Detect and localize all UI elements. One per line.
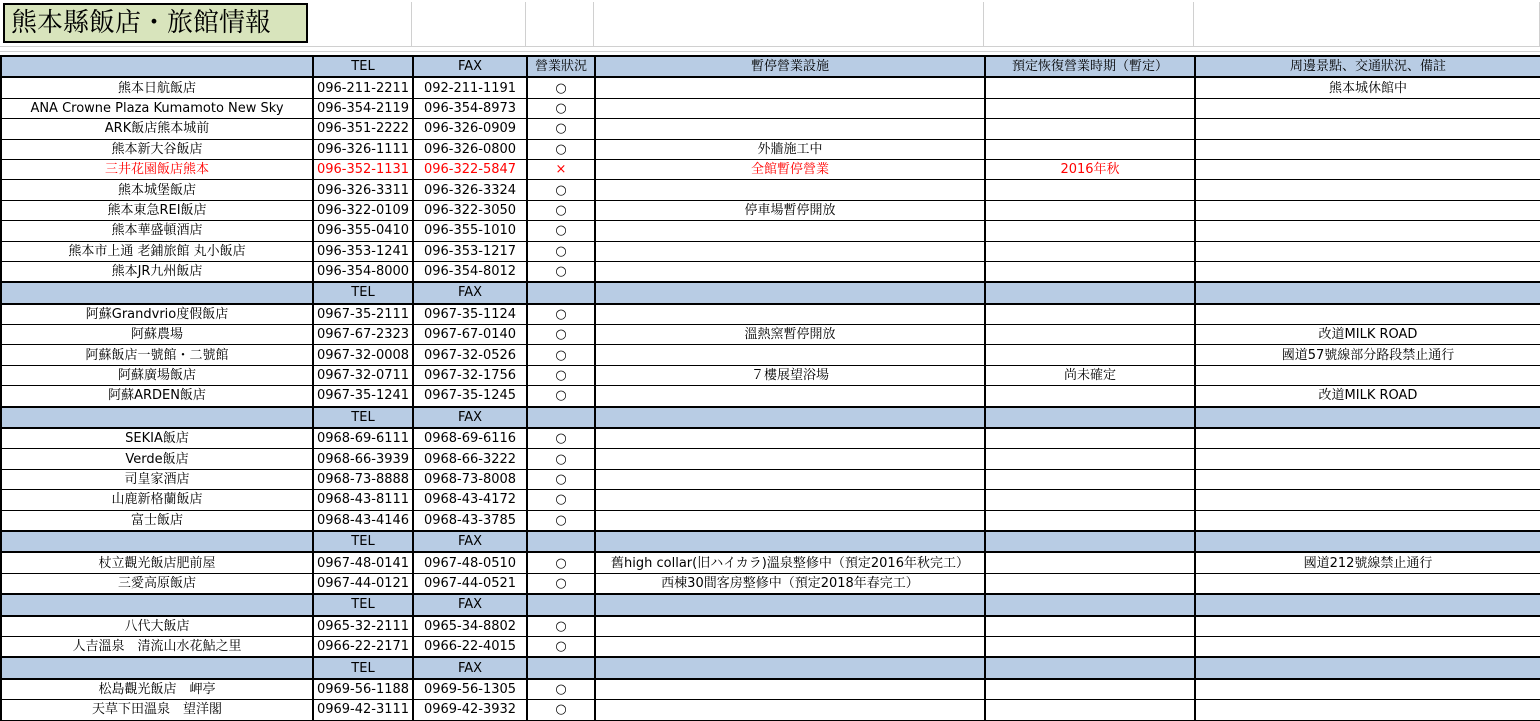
status-cell[interactable]: × (527, 159, 595, 179)
hotel-row (1, 469, 1540, 489)
reopen-cell[interactable] (985, 407, 1195, 428)
fax-cell[interactable]: 0965-34-8802 (413, 616, 527, 637)
facility-cell[interactable] (595, 679, 985, 700)
hotel-row (1, 98, 1540, 118)
status-cell[interactable]: ○ (527, 469, 595, 489)
hotel-name-cell[interactable]: 熊本新大谷飯店 (1, 139, 313, 159)
top-cell[interactable] (594, 2, 984, 46)
hotel-row (1, 345, 1540, 365)
reopen-cell[interactable] (985, 531, 1195, 552)
hotel-row (1, 386, 1540, 407)
hotel-row (1, 77, 1540, 98)
notes-cell[interactable] (1195, 221, 1540, 241)
facility-cell[interactable] (595, 386, 985, 407)
hotel-name-cell[interactable]: 阿蘇廣場飯店 (1, 365, 313, 385)
hotel-name-cell[interactable]: ANA Crowne Plaza Kumamoto New Sky (1, 98, 313, 118)
fax-cell[interactable]: FAX (413, 594, 527, 615)
status-cell[interactable] (527, 657, 595, 678)
reopen-cell[interactable] (985, 345, 1195, 365)
status-cell[interactable]: ○ (527, 490, 595, 510)
hotel-name-cell[interactable]: 松島觀光飯店 岬亭 (1, 679, 313, 700)
facility-cell[interactable] (595, 428, 985, 449)
tel-cell[interactable]: 0969-42-3111 (313, 700, 413, 720)
hotel-row (1, 325, 1540, 345)
reopen-cell[interactable] (985, 139, 1195, 159)
notes-cell[interactable] (1195, 180, 1540, 200)
facility-cell[interactable]: ７樓展望浴場 (595, 365, 985, 385)
group-header-row (1, 594, 1540, 615)
facility-cell[interactable]: 舊high collar(旧ハイカラ)溫泉整修中（預定2016年秋完工） (595, 552, 985, 573)
hotel-name-cell[interactable]: 富士飯店 (1, 510, 313, 531)
hotel-row (1, 552, 1540, 573)
hotel-row (1, 119, 1540, 139)
status-cell[interactable]: ○ (527, 345, 595, 365)
reopen-cell[interactable] (985, 77, 1195, 98)
hotel-name-cell[interactable] (1, 56, 313, 77)
fax-cell[interactable]: 0966-22-4015 (413, 636, 527, 657)
fax-cell[interactable]: 096-326-3324 (413, 180, 527, 200)
facility-cell[interactable] (595, 657, 985, 678)
status-cell[interactable]: ○ (527, 552, 595, 573)
fax-cell[interactable]: 092-211-1191 (413, 77, 527, 98)
fax-cell[interactable]: 0968-43-4172 (413, 490, 527, 510)
status-cell[interactable]: ○ (527, 449, 595, 469)
notes-cell[interactable] (1195, 139, 1540, 159)
hotel-row (1, 180, 1540, 200)
fax-cell[interactable]: 0969-56-1305 (413, 679, 527, 700)
top-cell[interactable] (526, 2, 594, 46)
hotel-name-cell[interactable]: 熊本東急REI飯店 (1, 200, 313, 220)
status-cell[interactable]: ○ (527, 241, 595, 261)
tel-cell[interactable]: 0968-69-6111 (313, 428, 413, 449)
status-cell[interactable]: ○ (527, 510, 595, 531)
tel-cell[interactable]: 0967-48-0141 (313, 552, 413, 573)
hotel-row (1, 679, 1540, 700)
tel-cell[interactable]: 0968-43-8111 (313, 490, 413, 510)
facility-cell[interactable] (595, 636, 985, 657)
status-cell[interactable] (527, 407, 595, 428)
status-cell[interactable]: ○ (527, 636, 595, 657)
reopen-cell[interactable] (985, 552, 1195, 573)
status-cell[interactable]: ○ (527, 679, 595, 700)
tel-cell[interactable]: 0967-44-0121 (313, 573, 413, 594)
notes-cell[interactable] (1195, 573, 1540, 594)
hotel-name-cell[interactable]: 阿蘇Grandvrio度假飯店 (1, 304, 313, 325)
facility-cell[interactable] (595, 261, 985, 282)
notes-cell[interactable] (1195, 679, 1540, 700)
facility-cell[interactable] (595, 180, 985, 200)
facility-cell[interactable] (595, 119, 985, 139)
notes-cell[interactable] (1195, 636, 1540, 657)
reopen-cell[interactable]: 尚未確定 (985, 365, 1195, 385)
fax-cell[interactable]: 0968-66-3222 (413, 449, 527, 469)
status-cell[interactable] (527, 531, 595, 552)
status-cell[interactable]: ○ (527, 77, 595, 98)
tel-cell[interactable]: TEL (313, 594, 413, 615)
fax-cell[interactable]: 0967-48-0510 (413, 552, 527, 573)
top-cell[interactable] (312, 2, 412, 46)
top-cell[interactable] (1194, 2, 1540, 46)
fax-cell[interactable]: FAX (413, 531, 527, 552)
reopen-cell[interactable] (985, 573, 1195, 594)
tel-cell[interactable]: 096-351-2222 (313, 119, 413, 139)
hotel-name-cell[interactable]: 三井花園飯店熊本 (1, 159, 313, 179)
facility-cell[interactable] (595, 594, 985, 615)
tel-cell[interactable]: TEL (313, 531, 413, 552)
reopen-cell[interactable] (985, 616, 1195, 637)
reopen-cell[interactable] (985, 657, 1195, 678)
fax-cell[interactable]: 096-353-1217 (413, 241, 527, 261)
fax-cell[interactable]: 096-326-0800 (413, 139, 527, 159)
hotel-name-cell[interactable]: 人吉溫泉 清流山水花鮎之里 (1, 636, 313, 657)
facility-cell[interactable] (595, 490, 985, 510)
tel-cell[interactable]: 096-352-1131 (313, 159, 413, 179)
tel-cell[interactable]: 0968-43-4146 (313, 510, 413, 531)
hotel-row (1, 490, 1540, 510)
hotel-row (1, 428, 1540, 449)
notes-cell[interactable] (1195, 159, 1540, 179)
notes-cell[interactable] (1195, 261, 1540, 282)
reopen-cell[interactable] (985, 449, 1195, 469)
notes-cell[interactable] (1195, 449, 1540, 469)
reopen-cell[interactable] (985, 304, 1195, 325)
notes-cell[interactable] (1195, 428, 1540, 449)
group-header-row (1, 282, 1540, 303)
notes-cell[interactable] (1195, 594, 1540, 615)
facility-cell[interactable] (595, 77, 985, 98)
tel-cell[interactable]: 0966-22-2171 (313, 636, 413, 657)
status-cell[interactable] (527, 282, 595, 303)
tel-cell[interactable]: 0967-35-2111 (313, 304, 413, 325)
hotel-name-cell[interactable] (1, 282, 313, 303)
facility-cell[interactable] (595, 98, 985, 118)
notes-cell[interactable] (1195, 200, 1540, 220)
notes-cell[interactable] (1195, 657, 1540, 678)
hotel-name-cell[interactable]: 司皇家酒店 (1, 469, 313, 489)
row-gridline (0, 46, 1540, 47)
status-cell[interactable]: ○ (527, 386, 595, 407)
fax-cell[interactable]: FAX (413, 282, 527, 303)
fax-cell[interactable]: FAX (413, 407, 527, 428)
tel-cell[interactable]: 0967-32-0711 (313, 365, 413, 385)
status-cell[interactable]: ○ (527, 428, 595, 449)
reopen-cell[interactable] (985, 428, 1195, 449)
tel-cell[interactable]: 096-353-1241 (313, 241, 413, 261)
hotel-row (1, 616, 1540, 637)
notes-cell[interactable] (1195, 98, 1540, 118)
notes-cell[interactable] (1195, 365, 1540, 385)
tel-cell[interactable]: 096-354-2119 (313, 98, 413, 118)
hotel-table-body (1, 56, 1540, 720)
reopen-cell[interactable] (985, 469, 1195, 489)
hotel-row (1, 221, 1540, 241)
hotel-name-cell[interactable] (1, 531, 313, 552)
top-cell[interactable] (412, 2, 526, 46)
reopen-cell[interactable] (985, 261, 1195, 282)
facility-cell[interactable] (595, 469, 985, 489)
reopen-cell[interactable] (985, 221, 1195, 241)
tel-cell[interactable]: 0968-73-8888 (313, 469, 413, 489)
status-cell[interactable]: ○ (527, 304, 595, 325)
reopen-cell[interactable] (985, 490, 1195, 510)
fax-cell[interactable]: 0968-43-3785 (413, 510, 527, 531)
reopen-cell[interactable] (985, 200, 1195, 220)
notes-cell[interactable] (1195, 282, 1540, 303)
fax-cell[interactable]: 096-354-8973 (413, 98, 527, 118)
group-header-row (1, 407, 1540, 428)
reopen-cell[interactable] (985, 594, 1195, 615)
tel-cell[interactable]: 096-326-1111 (313, 139, 413, 159)
hotel-name-cell[interactable] (1, 407, 313, 428)
hotel-row (1, 304, 1540, 325)
status-cell[interactable]: ○ (527, 261, 595, 282)
facility-cell[interactable] (595, 407, 985, 428)
hotel-name-cell[interactable] (1, 594, 313, 615)
reopen-cell[interactable]: 預定恢復營業時期（暫定） (985, 56, 1195, 77)
tel-cell[interactable]: 0967-32-0008 (313, 345, 413, 365)
facility-cell[interactable] (595, 241, 985, 261)
notes-cell[interactable]: 改道MILK ROAD (1195, 386, 1540, 407)
status-cell[interactable]: ○ (527, 119, 595, 139)
notes-cell[interactable] (1195, 241, 1540, 261)
facility-cell[interactable]: 溫熱窯暫停開放 (595, 325, 985, 345)
notes-cell[interactable] (1195, 510, 1540, 531)
facility-cell[interactable] (595, 531, 985, 552)
hotel-row (1, 159, 1540, 179)
tel-cell[interactable]: 0969-56-1188 (313, 679, 413, 700)
hotel-row (1, 449, 1540, 469)
notes-cell[interactable] (1195, 469, 1540, 489)
facility-cell[interactable] (595, 510, 985, 531)
fax-cell[interactable]: 096-322-5847 (413, 159, 527, 179)
hotel-name-cell[interactable]: 熊本城堡飯店 (1, 180, 313, 200)
reopen-cell[interactable] (985, 119, 1195, 139)
status-cell[interactable]: ○ (527, 365, 595, 385)
hotel-row (1, 573, 1540, 594)
fax-cell[interactable]: 0968-69-6116 (413, 428, 527, 449)
reopen-cell[interactable] (985, 510, 1195, 531)
facility-cell[interactable] (595, 616, 985, 637)
tel-cell[interactable]: 096-326-3311 (313, 180, 413, 200)
reopen-cell[interactable] (985, 386, 1195, 407)
fax-cell[interactable]: FAX (413, 56, 527, 77)
notes-cell[interactable] (1195, 407, 1540, 428)
hotel-name-cell[interactable]: 三愛高原飯店 (1, 573, 313, 594)
status-cell[interactable]: 營業狀況 (527, 56, 595, 77)
facility-cell[interactable] (595, 345, 985, 365)
hotel-name-cell[interactable] (1, 657, 313, 678)
hotel-name-cell[interactable]: 熊本市上通 老鋪旅館 丸小飯店 (1, 241, 313, 261)
hotel-row (1, 241, 1540, 261)
status-cell[interactable]: ○ (527, 221, 595, 241)
tel-cell[interactable]: 0965-32-2111 (313, 616, 413, 637)
reopen-cell[interactable] (985, 325, 1195, 345)
fax-cell[interactable]: 0969-42-3932 (413, 700, 527, 720)
facility-cell[interactable] (595, 221, 985, 241)
column-header-row (1, 56, 1540, 77)
notes-cell[interactable]: 熊本城休館中 (1195, 77, 1540, 98)
status-cell[interactable]: ○ (527, 325, 595, 345)
fax-cell[interactable]: 096-326-0909 (413, 119, 527, 139)
hotel-name-cell[interactable]: ARK飯店熊本城前 (1, 119, 313, 139)
hotel-name-cell[interactable]: 八代大飯店 (1, 616, 313, 637)
reopen-cell[interactable] (985, 282, 1195, 303)
status-cell[interactable]: ○ (527, 139, 595, 159)
tel-cell[interactable]: TEL (313, 282, 413, 303)
hotel-row (1, 139, 1540, 159)
notes-cell[interactable] (1195, 616, 1540, 637)
tel-cell[interactable]: 0968-66-3939 (313, 449, 413, 469)
hotel-name-cell[interactable]: 天草下田溫泉 望洋閣 (1, 700, 313, 720)
group-header-row (1, 531, 1540, 552)
hotel-name-cell[interactable]: 熊本日航飯店 (1, 77, 313, 98)
notes-cell[interactable] (1195, 304, 1540, 325)
group-header-row (1, 657, 1540, 678)
reopen-cell[interactable] (985, 180, 1195, 200)
top-cell[interactable] (984, 2, 1194, 46)
hotel-name-cell[interactable]: 阿蘇農場 (1, 325, 313, 345)
hotel-name-cell[interactable]: 阿蘇飯店一號館・二號館 (1, 345, 313, 365)
hotel-name-cell[interactable]: Verde飯店 (1, 449, 313, 469)
reopen-cell[interactable]: 2016年秋 (985, 159, 1195, 179)
reopen-cell[interactable] (985, 636, 1195, 657)
tel-cell[interactable]: TEL (313, 657, 413, 678)
fax-cell[interactable]: 0967-67-0140 (413, 325, 527, 345)
hotel-name-cell[interactable]: 阿蘇ARDEN飯店 (1, 386, 313, 407)
hotel-name-cell[interactable]: 杖立觀光飯店肥前屋 (1, 552, 313, 573)
tel-cell[interactable]: 096-354-8000 (313, 261, 413, 282)
facility-cell[interactable]: 停車場暫停開放 (595, 200, 985, 220)
status-cell[interactable]: ○ (527, 700, 595, 720)
tel-cell[interactable]: 0967-67-2323 (313, 325, 413, 345)
hotel-row (1, 200, 1540, 220)
hotel-name-cell[interactable]: SEKIA飯店 (1, 428, 313, 449)
tel-cell[interactable]: 096-355-0410 (313, 221, 413, 241)
row-gridline (0, 51, 1540, 52)
fax-cell[interactable]: 0967-35-1124 (413, 304, 527, 325)
hotel-row (1, 365, 1540, 385)
notes-cell[interactable] (1195, 490, 1540, 510)
facility-cell[interactable] (595, 304, 985, 325)
hotel-row (1, 510, 1540, 531)
status-cell[interactable]: ○ (527, 180, 595, 200)
hotel-row (1, 261, 1540, 282)
hotel-row (1, 636, 1540, 657)
notes-cell[interactable]: 國道57號線部分路段禁止通行 (1195, 345, 1540, 365)
fax-cell[interactable]: 0967-32-0526 (413, 345, 527, 365)
facility-cell[interactable]: 西棟30間客房整修中（預定2018年春完工） (595, 573, 985, 594)
status-cell[interactable]: ○ (527, 98, 595, 118)
notes-cell[interactable] (1195, 119, 1540, 139)
tel-cell[interactable]: 0967-35-1241 (313, 386, 413, 407)
facility-cell[interactable]: 外牆施工中 (595, 139, 985, 159)
fax-cell[interactable]: FAX (413, 657, 527, 678)
sheet-title[interactable]: 熊本縣飯店・旅館情報 (3, 3, 308, 43)
notes-cell[interactable] (1195, 531, 1540, 552)
fax-cell[interactable]: 0968-73-8008 (413, 469, 527, 489)
reopen-cell[interactable] (985, 241, 1195, 261)
fax-cell[interactable]: 0967-35-1245 (413, 386, 527, 407)
notes-cell[interactable]: 周邊景點、交通狀況、備註 (1195, 56, 1540, 77)
tel-cell[interactable]: TEL (313, 56, 413, 77)
hotel-name-cell[interactable]: 山鹿新格蘭飯店 (1, 490, 313, 510)
fax-cell[interactable]: 0967-44-0521 (413, 573, 527, 594)
reopen-cell[interactable] (985, 679, 1195, 700)
fax-cell[interactable]: 096-354-8012 (413, 261, 527, 282)
tel-cell[interactable]: 096-322-0109 (313, 200, 413, 220)
fax-cell[interactable]: 096-355-1010 (413, 221, 527, 241)
hotel-name-cell[interactable]: 熊本華盛頓酒店 (1, 221, 313, 241)
tel-cell[interactable]: TEL (313, 407, 413, 428)
status-cell[interactable]: ○ (527, 616, 595, 637)
status-cell[interactable]: ○ (527, 200, 595, 220)
hotel-name-cell[interactable]: 熊本JR九州飯店 (1, 261, 313, 282)
tel-cell[interactable]: 096-211-2211 (313, 77, 413, 98)
notes-cell[interactable]: 國道212號線禁止通行 (1195, 552, 1540, 573)
facility-cell[interactable] (595, 449, 985, 469)
status-cell[interactable] (527, 594, 595, 615)
reopen-cell[interactable] (985, 98, 1195, 118)
status-cell[interactable]: ○ (527, 573, 595, 594)
facility-cell[interactable]: 全館暫停營業 (595, 159, 985, 179)
facility-cell[interactable] (595, 282, 985, 303)
notes-cell[interactable]: 改道MILK ROAD (1195, 325, 1540, 345)
fax-cell[interactable]: 096-322-3050 (413, 200, 527, 220)
fax-cell[interactable]: 0967-32-1756 (413, 365, 527, 385)
facility-cell[interactable]: 暫停營業設施 (595, 56, 985, 77)
hotel-table (0, 55, 1540, 721)
